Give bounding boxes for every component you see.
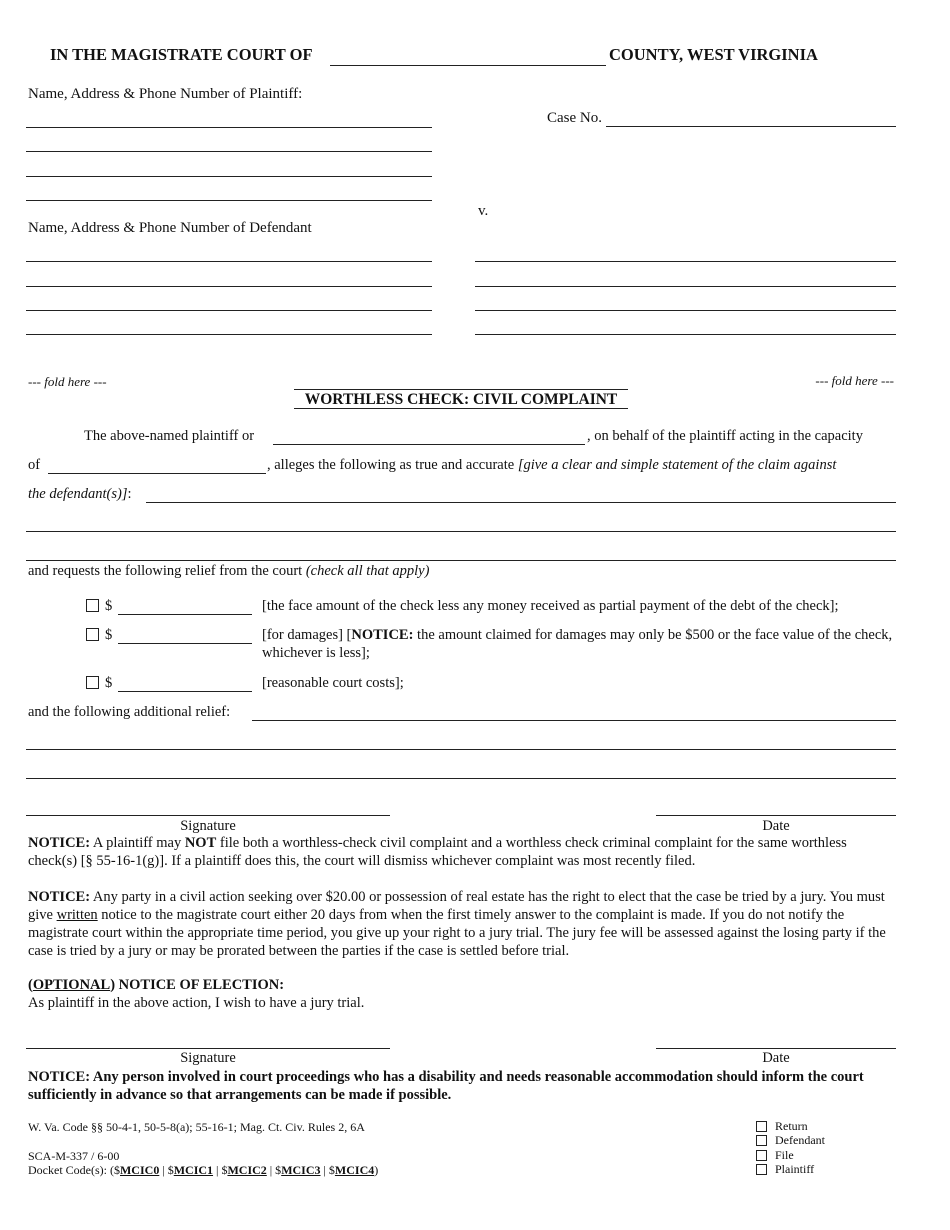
additional-relief-line-1[interactable] [252,720,896,721]
distribution-file-checkbox[interactable] [756,1150,767,1161]
election-signature-label: Signature [180,1050,236,1066]
defendant2-line-3[interactable] [475,310,896,311]
title-underline [294,408,628,409]
relief-intro: and requests the following relief from the court (check all that apply) [28,563,430,579]
plaintiff-line-2[interactable] [26,151,432,152]
county-field[interactable] [330,65,606,66]
defendant2-line-4[interactable] [475,334,896,335]
distribution-plaintiff-label: Plaintiff [775,1162,815,1176]
date-label: Date [762,818,790,834]
additional-relief-label: and the following additional relief: [28,704,231,720]
defendant-line-1[interactable] [26,261,432,262]
signature-field[interactable] [26,815,390,816]
defendant2-line-2[interactable] [475,286,896,287]
court-costs-field[interactable] [118,691,252,692]
case-no-label: Case No. [547,110,602,126]
agent-name-field[interactable] [273,444,585,445]
complaint-line2-start: of [28,457,41,473]
distribution-defendant-label: Defendant [775,1133,825,1147]
relief-item-face-amount: [the face amount of the check less any money received as partial payment of the debt of the check]; [262,598,839,614]
plaintiff-line-4[interactable] [26,200,432,201]
statute-citation: W. Va. Code §§ 50-4-1, 50-5-8(a); 55-16-1; Mag. Ct. Civ. Rules 2, 6A [28,1120,365,1134]
case-no-field[interactable] [606,126,896,127]
currency-symbol: $ [105,598,113,614]
fold-left: --- fold here --- [28,374,107,389]
plaintiff-label: Name, Address & Phone Number of Plaintiff: [28,86,303,102]
complaint-line3: the defendant(s)]: [28,486,132,502]
defendant-line-4[interactable] [26,334,432,335]
additional-relief-line-2[interactable] [26,749,896,750]
complaint-line1-start: The above-named plaintiff or [84,428,255,444]
defendant-label: Name, Address & Phone Number of Defendant [28,220,312,236]
relief-item-damages: [for damages] [NOTICE: the amount claimed for damages may only be $500 or the face value of the check, whichever is less]; [262,627,893,661]
election-heading: (OPTIONAL) NOTICE OF ELECTION: [28,977,285,993]
court-suffix: COUNTY, WEST VIRGINIA [609,45,818,64]
signature-label: Signature [180,818,236,834]
court-prefix: IN THE MAGISTRATE COURT OF [50,45,313,64]
distribution-return-label: Return [775,1119,808,1133]
currency-symbol: $ [105,627,113,643]
claim-line-1[interactable] [146,502,896,503]
notice-disability: NOTICE: Any person involved in court proceedings who has a disability and needs reasonable accommodation should inform the court sufficiently in advance so that arrangements can be made if possible. [28,1069,864,1103]
distribution-defendant-checkbox[interactable] [756,1135,767,1146]
defendant2-line-1[interactable] [475,261,896,262]
form-title: WORTHLESS CHECK: CIVIL COMPLAINT [304,391,618,408]
notice-jury-trial: NOTICE: Any party in a civil action seeking over $20.00 or possession of real estate has the right to elect that the case be tried by a jury. You must give written notice to the magistrate court either 20 days from when the first timely answer to the complaint is made. If you do not notify the magistrate court within the appropriate time period, you give up your right to a jury trial. The jury fee will be assessed against the losing party if the case is tried by a jury or may be prorated between the parties if the case is settled before trial. [28,889,886,959]
complaint-line1-end: , on behalf of the plaintiff acting in the capacity [587,428,863,444]
court-costs-checkbox[interactable] [86,676,99,689]
notice-worthless-check: NOTICE: A plaintiff may NOT file both a worthless-check civil complaint and a worthless check criminal complaint for the same worthless check(s) [§ 55-16-1(g)]. If a plaintiff does this, the court will dismiss whichever complaint was most recently filed. [28,835,847,869]
fold-right: --- fold here --- [815,373,894,388]
versus-label: v. [478,203,489,219]
distribution-plaintiff-checkbox[interactable] [756,1164,767,1175]
damages-checkbox[interactable] [86,628,99,641]
election-date-label: Date [762,1050,790,1066]
claim-line-2[interactable] [26,531,896,532]
plaintiff-line-1[interactable] [26,127,432,128]
capacity-field[interactable] [48,473,266,474]
additional-relief-line-3[interactable] [26,778,896,779]
face-amount-checkbox[interactable] [86,599,99,612]
distribution-file-label: File [775,1148,794,1162]
face-amount-field[interactable] [118,614,252,615]
relief-item-court-costs: [reasonable court costs]; [262,675,404,691]
complaint-line2: , alleges the following as true and accurate [give a clear and simple statement of the claim against [267,457,837,473]
election-text: As plaintiff in the above action, I wish to have a jury trial. [28,995,365,1011]
title-overline [294,389,628,390]
distribution-return-checkbox[interactable] [756,1121,767,1132]
defendant-line-3[interactable] [26,310,432,311]
claim-line-3[interactable] [26,560,896,561]
form-number: SCA-M-337 / 6-00 [28,1149,120,1163]
docket-codes: Docket Code(s): ($MCIC0 | $MCIC1 | $MCIC2 | $MCIC3 | $MCIC4) [28,1163,379,1177]
plaintiff-line-3[interactable] [26,176,432,177]
currency-symbol: $ [105,675,113,691]
defendant-line-2[interactable] [26,286,432,287]
damages-field[interactable] [118,643,252,644]
date-field[interactable] [656,815,896,816]
